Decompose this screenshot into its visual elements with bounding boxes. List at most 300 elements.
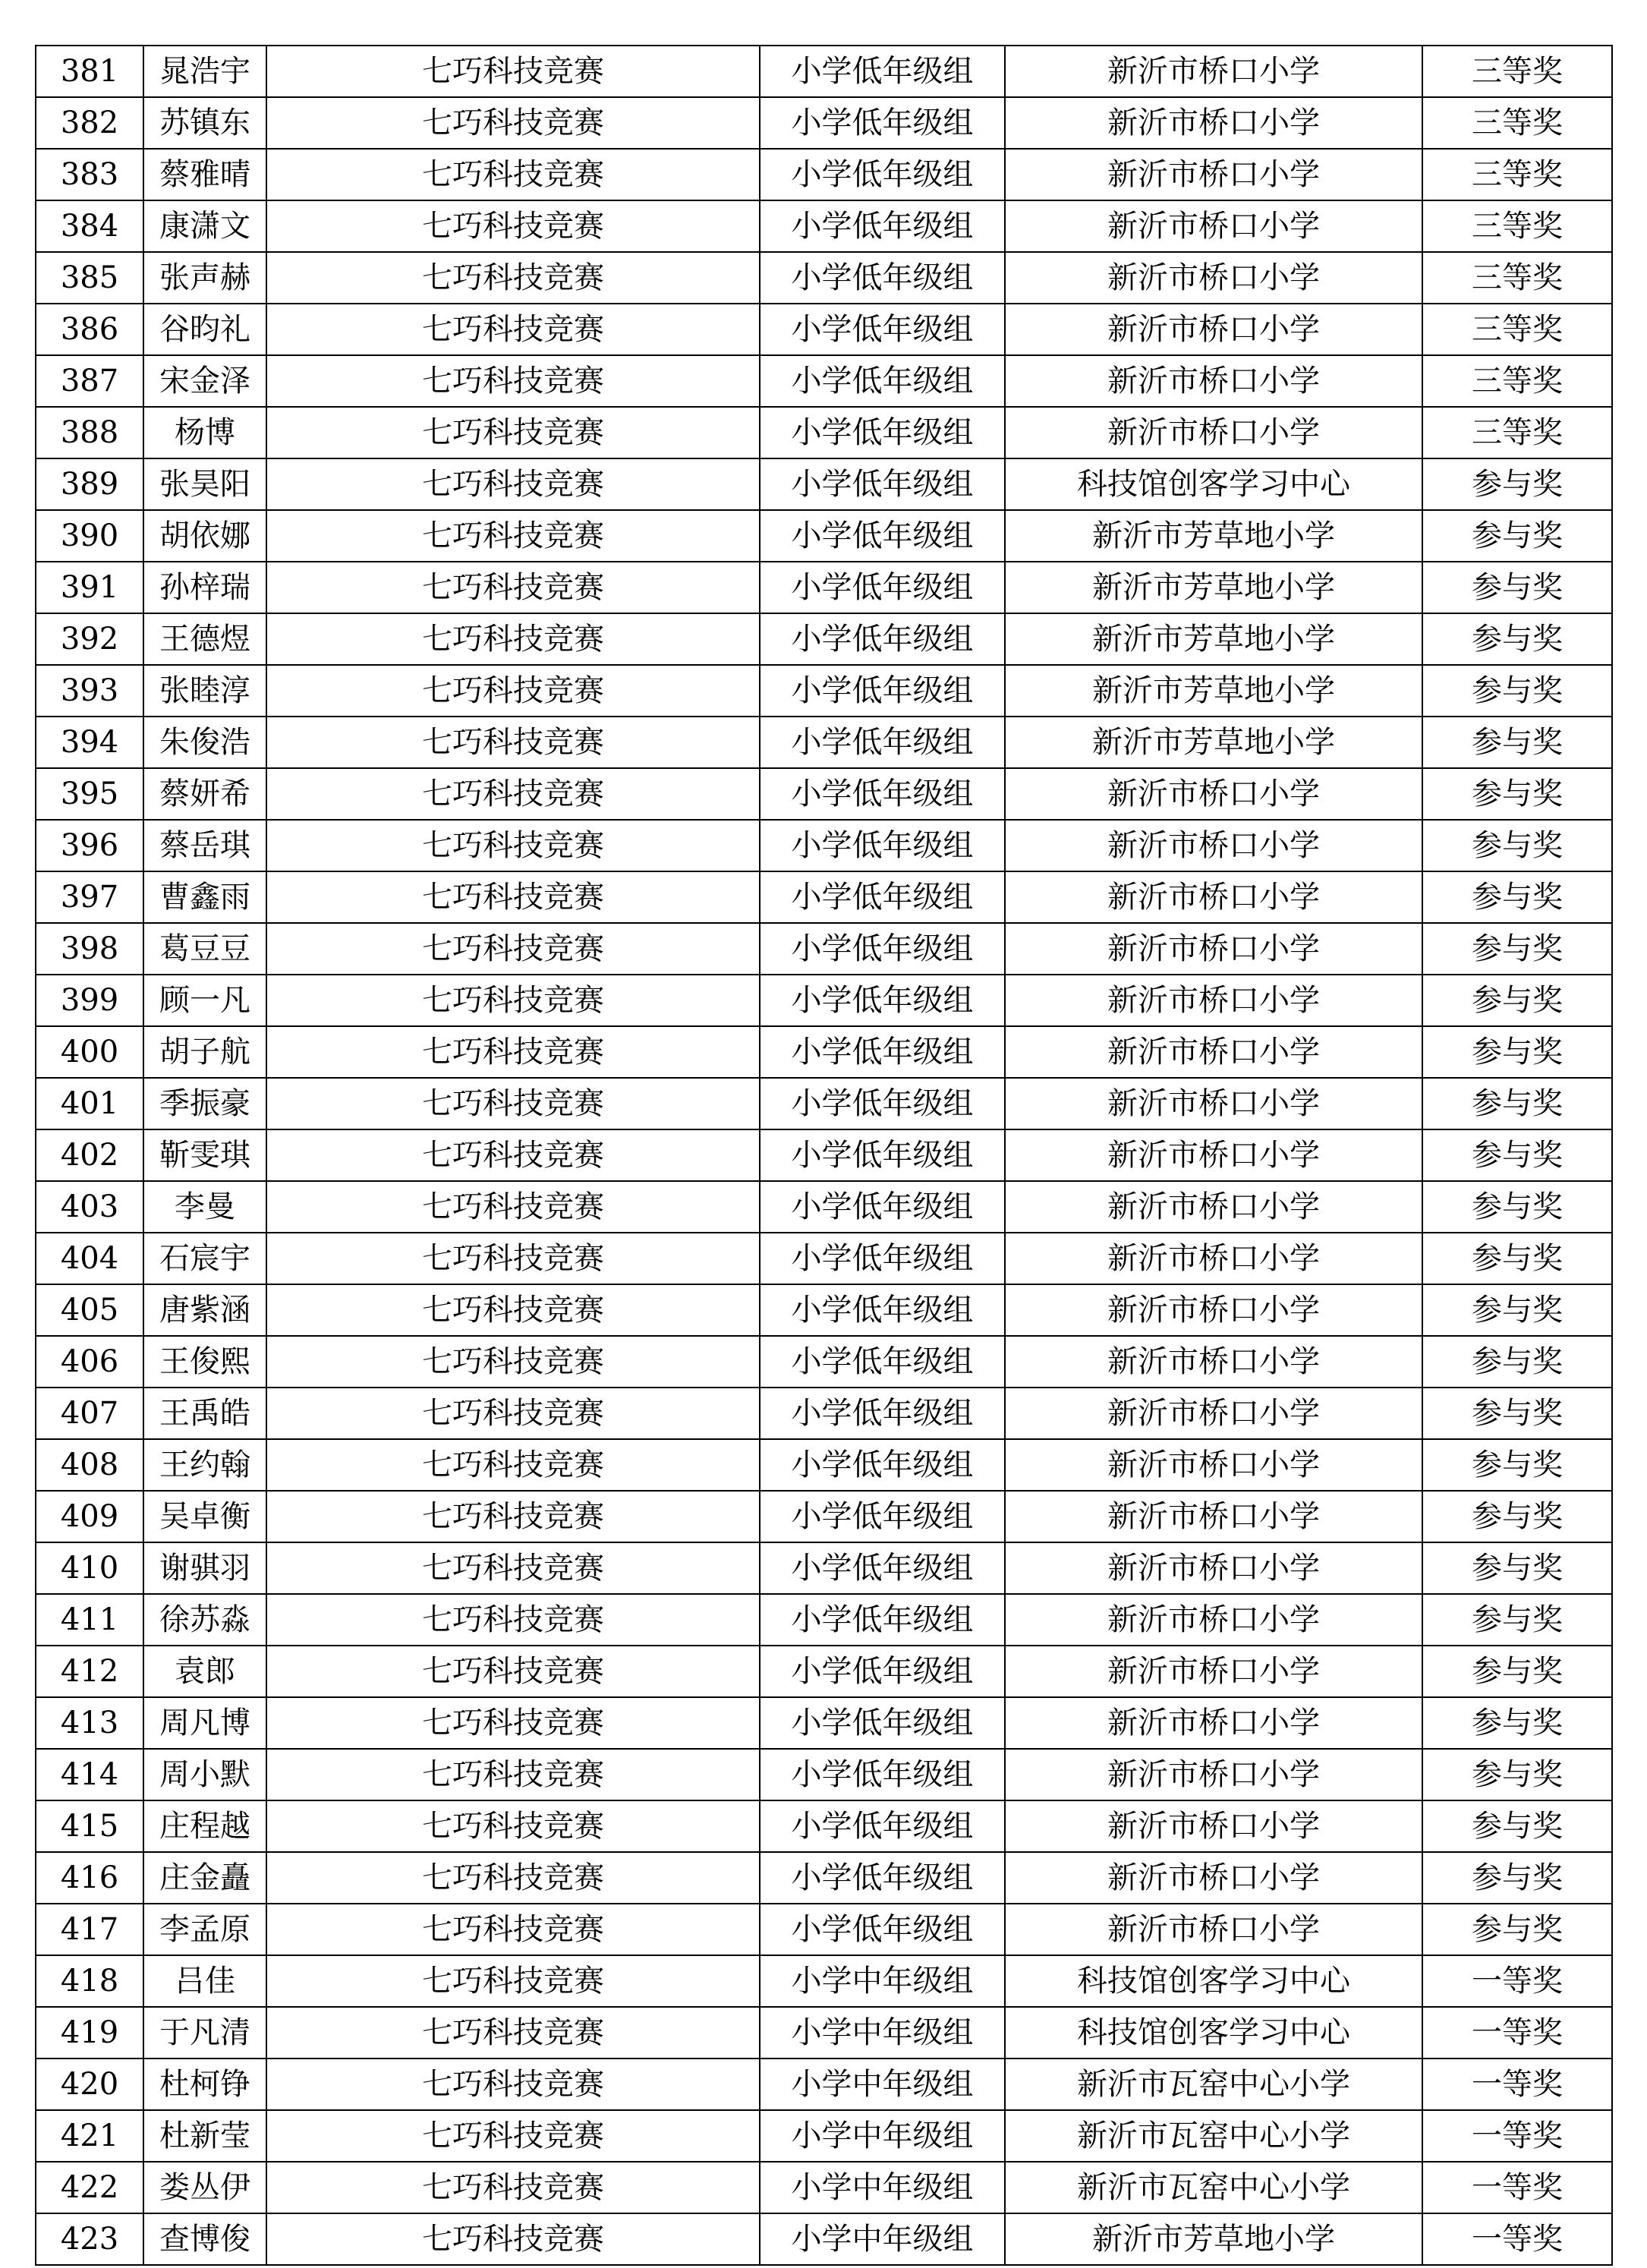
- award-cell: 参与奖: [1422, 1594, 1612, 1646]
- school-cell: 科技馆创客学习中心: [1005, 2007, 1422, 2059]
- table-row: [36, 1749, 1612, 1800]
- student-name-cell: 周凡博: [143, 1697, 266, 1749]
- student-name-cell: 周小默: [143, 1749, 266, 1800]
- award-cell: 三等奖: [1422, 149, 1612, 200]
- row-number-cell: 389: [36, 458, 143, 510]
- group-cell: 小学低年级组: [760, 1542, 1005, 1594]
- group-cell: 小学低年级组: [760, 1852, 1005, 1904]
- school-cell: 新沂市桥口小学: [1005, 1491, 1422, 1542]
- competition-cell: 七巧科技竞赛: [266, 149, 760, 200]
- row-number-cell: 385: [36, 252, 143, 304]
- table-row: [36, 871, 1612, 923]
- award-cell: 参与奖: [1422, 458, 1612, 510]
- award-cell: 参与奖: [1422, 1026, 1612, 1078]
- group-cell: 小学低年级组: [760, 871, 1005, 923]
- table-row: [36, 510, 1612, 562]
- competition-cell: 七巧科技竞赛: [266, 562, 760, 613]
- group-cell: 小学低年级组: [760, 1439, 1005, 1491]
- table-row: [36, 355, 1612, 407]
- student-name-cell: 娄丛伊: [143, 2162, 266, 2213]
- school-cell: 科技馆创客学习中心: [1005, 458, 1422, 510]
- group-cell: 小学低年级组: [760, 1078, 1005, 1129]
- student-name-cell: 杨博: [143, 407, 266, 458]
- competition-cell: 七巧科技竞赛: [266, 46, 760, 97]
- award-cell: 一等奖: [1422, 2007, 1612, 2059]
- student-name-cell: 葛豆豆: [143, 923, 266, 975]
- table-row: [36, 97, 1612, 149]
- award-cell: 三等奖: [1422, 200, 1612, 252]
- award-cell: 参与奖: [1422, 510, 1612, 562]
- table-row: [36, 252, 1612, 304]
- table-row: [36, 1078, 1612, 1129]
- award-cell: 一等奖: [1422, 1955, 1612, 2007]
- group-cell: 小学低年级组: [760, 97, 1005, 149]
- competition-cell: 七巧科技竞赛: [266, 1800, 760, 1852]
- table-row: [36, 1336, 1612, 1388]
- award-cell: 参与奖: [1422, 871, 1612, 923]
- award-cell: 三等奖: [1422, 407, 1612, 458]
- award-cell: 参与奖: [1422, 975, 1612, 1026]
- row-number-cell: 383: [36, 149, 143, 200]
- student-name-cell: 苏镇东: [143, 97, 266, 149]
- school-cell: 新沂市桥口小学: [1005, 975, 1422, 1026]
- row-number-cell: 398: [36, 923, 143, 975]
- student-name-cell: 王俊熙: [143, 1336, 266, 1388]
- student-name-cell: 胡子航: [143, 1026, 266, 1078]
- competition-cell: 七巧科技竞赛: [266, 200, 760, 252]
- school-cell: 新沂市桥口小学: [1005, 1594, 1422, 1646]
- school-cell: 新沂市桥口小学: [1005, 200, 1422, 252]
- student-name-cell: 王德煜: [143, 613, 266, 665]
- student-name-cell: 孙梓瑞: [143, 562, 266, 613]
- award-cell: 一等奖: [1422, 2162, 1612, 2213]
- award-cell: 三等奖: [1422, 97, 1612, 149]
- student-name-cell: 王约翰: [143, 1439, 266, 1491]
- award-cell: 参与奖: [1422, 717, 1612, 768]
- table-row: [36, 562, 1612, 613]
- award-cell: 参与奖: [1422, 1439, 1612, 1491]
- competition-cell: 七巧科技竞赛: [266, 1284, 760, 1336]
- row-number-cell: 396: [36, 820, 143, 871]
- student-name-cell: 庄金矗: [143, 1852, 266, 1904]
- group-cell: 小学低年级组: [760, 1388, 1005, 1439]
- school-cell: 新沂市芳草地小学: [1005, 613, 1422, 665]
- award-cell: 参与奖: [1422, 613, 1612, 665]
- table-row: [36, 1594, 1612, 1646]
- group-cell: 小学中年级组: [760, 2059, 1005, 2110]
- competition-cell: 七巧科技竞赛: [266, 1026, 760, 1078]
- competition-cell: 七巧科技竞赛: [266, 1388, 760, 1439]
- school-cell: 新沂市桥口小学: [1005, 1336, 1422, 1388]
- table-row: [36, 46, 1612, 97]
- group-cell: 小学低年级组: [760, 1594, 1005, 1646]
- school-cell: 新沂市桥口小学: [1005, 149, 1422, 200]
- group-cell: 小学低年级组: [760, 1800, 1005, 1852]
- award-cell: 三等奖: [1422, 252, 1612, 304]
- school-cell: 新沂市桥口小学: [1005, 304, 1422, 355]
- award-cell: 参与奖: [1422, 1129, 1612, 1181]
- competition-cell: 七巧科技竞赛: [266, 1955, 760, 2007]
- award-cell: 参与奖: [1422, 1336, 1612, 1388]
- row-number-cell: 408: [36, 1439, 143, 1491]
- school-cell: 新沂市桥口小学: [1005, 1181, 1422, 1233]
- student-name-cell: 吕佳: [143, 1955, 266, 2007]
- competition-cell: 七巧科技竞赛: [266, 1646, 760, 1697]
- award-cell: 参与奖: [1422, 1852, 1612, 1904]
- group-cell: 小学低年级组: [760, 923, 1005, 975]
- school-cell: 新沂市芳草地小学: [1005, 665, 1422, 717]
- group-cell: 小学低年级组: [760, 1233, 1005, 1284]
- school-cell: 科技馆创客学习中心: [1005, 1955, 1422, 2007]
- school-cell: 新沂市瓦窑中心小学: [1005, 2162, 1422, 2213]
- table-row: [36, 458, 1612, 510]
- school-cell: 新沂市桥口小学: [1005, 1026, 1422, 1078]
- group-cell: 小学低年级组: [760, 510, 1005, 562]
- group-cell: 小学低年级组: [760, 1181, 1005, 1233]
- student-name-cell: 于凡清: [143, 2007, 266, 2059]
- table-row: [36, 1233, 1612, 1284]
- school-cell: 新沂市桥口小学: [1005, 1233, 1422, 1284]
- student-name-cell: 靳雯琪: [143, 1129, 266, 1181]
- table-row: [36, 2059, 1612, 2110]
- school-cell: 新沂市桥口小学: [1005, 355, 1422, 407]
- group-cell: 小学低年级组: [760, 717, 1005, 768]
- student-name-cell: 庄程越: [143, 1800, 266, 1852]
- school-cell: 新沂市桥口小学: [1005, 1749, 1422, 1800]
- table-row: [36, 613, 1612, 665]
- competition-cell: 七巧科技竞赛: [266, 1852, 760, 1904]
- table-row: [36, 1181, 1612, 1233]
- award-cell: 参与奖: [1422, 1646, 1612, 1697]
- table-row: [36, 1955, 1612, 2007]
- group-cell: 小学低年级组: [760, 768, 1005, 820]
- row-number-cell: 392: [36, 613, 143, 665]
- competition-cell: 七巧科技竞赛: [266, 2110, 760, 2162]
- table-row: [36, 1026, 1612, 1078]
- student-name-cell: 曹鑫雨: [143, 871, 266, 923]
- competition-cell: 七巧科技竞赛: [266, 1336, 760, 1388]
- school-cell: 新沂市桥口小学: [1005, 1439, 1422, 1491]
- school-cell: 新沂市桥口小学: [1005, 1284, 1422, 1336]
- award-cell: 参与奖: [1422, 1388, 1612, 1439]
- award-cell: 一等奖: [1422, 2059, 1612, 2110]
- competition-cell: 七巧科技竞赛: [266, 1749, 760, 1800]
- award-list-body: [36, 46, 1612, 2265]
- award-cell: 参与奖: [1422, 665, 1612, 717]
- group-cell: 小学低年级组: [760, 149, 1005, 200]
- table-row: [36, 407, 1612, 458]
- award-cell: 一等奖: [1422, 2213, 1612, 2265]
- school-cell: 新沂市芳草地小学: [1005, 717, 1422, 768]
- award-cell: 三等奖: [1422, 355, 1612, 407]
- table-row: [36, 1491, 1612, 1542]
- table-row: [36, 200, 1612, 252]
- group-cell: 小学低年级组: [760, 46, 1005, 97]
- row-number-cell: 407: [36, 1388, 143, 1439]
- table-row: [36, 1646, 1612, 1697]
- school-cell: 新沂市桥口小学: [1005, 252, 1422, 304]
- school-cell: 新沂市芳草地小学: [1005, 2213, 1422, 2265]
- row-number-cell: 404: [36, 1233, 143, 1284]
- row-number-cell: 384: [36, 200, 143, 252]
- student-name-cell: 李曼: [143, 1181, 266, 1233]
- student-name-cell: 李孟原: [143, 1904, 266, 1955]
- award-cell: 参与奖: [1422, 923, 1612, 975]
- table-row: [36, 304, 1612, 355]
- row-number-cell: 422: [36, 2162, 143, 2213]
- row-number-cell: 409: [36, 1491, 143, 1542]
- student-name-cell: 蔡妍希: [143, 768, 266, 820]
- competition-cell: 七巧科技竞赛: [266, 304, 760, 355]
- competition-cell: 七巧科技竞赛: [266, 1439, 760, 1491]
- table-row: [36, 923, 1612, 975]
- row-number-cell: 418: [36, 1955, 143, 2007]
- table-row: [36, 768, 1612, 820]
- row-number-cell: 402: [36, 1129, 143, 1181]
- competition-cell: 七巧科技竞赛: [266, 1697, 760, 1749]
- group-cell: 小学低年级组: [760, 1129, 1005, 1181]
- student-name-cell: 吴卓衡: [143, 1491, 266, 1542]
- student-name-cell: 杜新莹: [143, 2110, 266, 2162]
- table-row: [36, 1129, 1612, 1181]
- group-cell: 小学中年级组: [760, 2213, 1005, 2265]
- competition-cell: 七巧科技竞赛: [266, 1594, 760, 1646]
- competition-cell: 七巧科技竞赛: [266, 2213, 760, 2265]
- table-row: [36, 1388, 1612, 1439]
- competition-cell: 七巧科技竞赛: [266, 871, 760, 923]
- award-cell: 一等奖: [1422, 2110, 1612, 2162]
- group-cell: 小学低年级组: [760, 458, 1005, 510]
- group-cell: 小学低年级组: [760, 252, 1005, 304]
- award-cell: 参与奖: [1422, 1749, 1612, 1800]
- competition-cell: 七巧科技竞赛: [266, 407, 760, 458]
- school-cell: 新沂市桥口小学: [1005, 1078, 1422, 1129]
- row-number-cell: 421: [36, 2110, 143, 2162]
- group-cell: 小学低年级组: [760, 562, 1005, 613]
- row-number-cell: 410: [36, 1542, 143, 1594]
- competition-cell: 七巧科技竞赛: [266, 975, 760, 1026]
- school-cell: 新沂市桥口小学: [1005, 46, 1422, 97]
- award-cell: 参与奖: [1422, 1284, 1612, 1336]
- competition-cell: 七巧科技竞赛: [266, 355, 760, 407]
- table-row: [36, 975, 1612, 1026]
- school-cell: 新沂市桥口小学: [1005, 1800, 1422, 1852]
- group-cell: 小学低年级组: [760, 355, 1005, 407]
- table-row: [36, 1904, 1612, 1955]
- award-cell: 参与奖: [1422, 562, 1612, 613]
- group-cell: 小学低年级组: [760, 304, 1005, 355]
- row-number-cell: 394: [36, 717, 143, 768]
- competition-cell: 七巧科技竞赛: [266, 1181, 760, 1233]
- row-number-cell: 419: [36, 2007, 143, 2059]
- row-number-cell: 391: [36, 562, 143, 613]
- table-row: [36, 1439, 1612, 1491]
- student-name-cell: 唐紫涵: [143, 1284, 266, 1336]
- competition-cell: 七巧科技竞赛: [266, 613, 760, 665]
- row-number-cell: 388: [36, 407, 143, 458]
- student-name-cell: 王禹皓: [143, 1388, 266, 1439]
- student-name-cell: 晁浩宇: [143, 46, 266, 97]
- competition-cell: 七巧科技竞赛: [266, 1129, 760, 1181]
- competition-cell: 七巧科技竞赛: [266, 97, 760, 149]
- row-number-cell: 395: [36, 768, 143, 820]
- group-cell: 小学低年级组: [760, 1491, 1005, 1542]
- group-cell: 小学低年级组: [760, 1904, 1005, 1955]
- table-row: [36, 665, 1612, 717]
- competition-cell: 七巧科技竞赛: [266, 717, 760, 768]
- school-cell: 新沂市桥口小学: [1005, 407, 1422, 458]
- student-name-cell: 张声赫: [143, 252, 266, 304]
- award-cell: 三等奖: [1422, 304, 1612, 355]
- school-cell: 新沂市桥口小学: [1005, 923, 1422, 975]
- row-number-cell: 390: [36, 510, 143, 562]
- row-number-cell: 399: [36, 975, 143, 1026]
- group-cell: 小学低年级组: [760, 1749, 1005, 1800]
- competition-cell: 七巧科技竞赛: [266, 2162, 760, 2213]
- award-cell: 参与奖: [1422, 1542, 1612, 1594]
- group-cell: 小学低年级组: [760, 820, 1005, 871]
- school-cell: 新沂市桥口小学: [1005, 1129, 1422, 1181]
- school-cell: 新沂市芳草地小学: [1005, 510, 1422, 562]
- school-cell: 新沂市桥口小学: [1005, 1904, 1422, 1955]
- table-row: [36, 1542, 1612, 1594]
- competition-cell: 七巧科技竞赛: [266, 510, 760, 562]
- student-name-cell: 季振豪: [143, 1078, 266, 1129]
- award-list-table: [35, 45, 1613, 2266]
- table-row: [36, 1697, 1612, 1749]
- school-cell: 新沂市桥口小学: [1005, 1697, 1422, 1749]
- competition-cell: 七巧科技竞赛: [266, 458, 760, 510]
- group-cell: 小学中年级组: [760, 2007, 1005, 2059]
- competition-cell: 七巧科技竞赛: [266, 2059, 760, 2110]
- group-cell: 小学中年级组: [760, 1955, 1005, 2007]
- group-cell: 小学中年级组: [760, 2162, 1005, 2213]
- student-name-cell: 石宸宇: [143, 1233, 266, 1284]
- row-number-cell: 403: [36, 1181, 143, 1233]
- competition-cell: 七巧科技竞赛: [266, 923, 760, 975]
- competition-cell: 七巧科技竞赛: [266, 820, 760, 871]
- group-cell: 小学低年级组: [760, 1026, 1005, 1078]
- award-cell: 参与奖: [1422, 1904, 1612, 1955]
- school-cell: 新沂市芳草地小学: [1005, 562, 1422, 613]
- competition-cell: 七巧科技竞赛: [266, 1542, 760, 1594]
- row-number-cell: 405: [36, 1284, 143, 1336]
- row-number-cell: 387: [36, 355, 143, 407]
- student-name-cell: 徐苏淼: [143, 1594, 266, 1646]
- competition-cell: 七巧科技竞赛: [266, 665, 760, 717]
- award-cell: 参与奖: [1422, 1800, 1612, 1852]
- row-number-cell: 416: [36, 1852, 143, 1904]
- student-name-cell: 顾一凡: [143, 975, 266, 1026]
- competition-cell: 七巧科技竞赛: [266, 252, 760, 304]
- competition-cell: 七巧科技竞赛: [266, 768, 760, 820]
- student-name-cell: 袁郎: [143, 1646, 266, 1697]
- award-cell: 参与奖: [1422, 1181, 1612, 1233]
- group-cell: 小学低年级组: [760, 975, 1005, 1026]
- school-cell: 新沂市桥口小学: [1005, 1388, 1422, 1439]
- group-cell: 小学低年级组: [760, 665, 1005, 717]
- row-number-cell: 406: [36, 1336, 143, 1388]
- row-number-cell: 401: [36, 1078, 143, 1129]
- table-row: [36, 2110, 1612, 2162]
- school-cell: 新沂市桥口小学: [1005, 1542, 1422, 1594]
- school-cell: 新沂市桥口小学: [1005, 97, 1422, 149]
- competition-cell: 七巧科技竞赛: [266, 2007, 760, 2059]
- award-cell: 参与奖: [1422, 820, 1612, 871]
- school-cell: 新沂市桥口小学: [1005, 1646, 1422, 1697]
- group-cell: 小学低年级组: [760, 1646, 1005, 1697]
- group-cell: 小学低年级组: [760, 1697, 1005, 1749]
- group-cell: 小学低年级组: [760, 200, 1005, 252]
- table-row: [36, 149, 1612, 200]
- student-name-cell: 查博俊: [143, 2213, 266, 2265]
- row-number-cell: 397: [36, 871, 143, 923]
- row-number-cell: 382: [36, 97, 143, 149]
- table-row: [36, 1800, 1612, 1852]
- group-cell: 小学低年级组: [760, 613, 1005, 665]
- school-cell: 新沂市瓦窑中心小学: [1005, 2059, 1422, 2110]
- table-row: [36, 717, 1612, 768]
- student-name-cell: 蔡岳琪: [143, 820, 266, 871]
- table-row: [36, 2162, 1612, 2213]
- row-number-cell: 423: [36, 2213, 143, 2265]
- student-name-cell: 宋金泽: [143, 355, 266, 407]
- student-name-cell: 胡依娜: [143, 510, 266, 562]
- row-number-cell: 393: [36, 665, 143, 717]
- group-cell: 小学低年级组: [760, 407, 1005, 458]
- award-cell: 参与奖: [1422, 768, 1612, 820]
- row-number-cell: 413: [36, 1697, 143, 1749]
- school-cell: 新沂市桥口小学: [1005, 871, 1422, 923]
- award-cell: 参与奖: [1422, 1697, 1612, 1749]
- student-name-cell: 张昊阳: [143, 458, 266, 510]
- row-number-cell: 417: [36, 1904, 143, 1955]
- row-number-cell: 420: [36, 2059, 143, 2110]
- table-row: [36, 2213, 1612, 2265]
- student-name-cell: 杜柯铮: [143, 2059, 266, 2110]
- student-name-cell: 朱俊浩: [143, 717, 266, 768]
- group-cell: 小学低年级组: [760, 1284, 1005, 1336]
- row-number-cell: 415: [36, 1800, 143, 1852]
- student-name-cell: 蔡雅晴: [143, 149, 266, 200]
- table-row: [36, 1852, 1612, 1904]
- group-cell: 小学低年级组: [760, 1336, 1005, 1388]
- competition-cell: 七巧科技竞赛: [266, 1078, 760, 1129]
- group-cell: 小学中年级组: [760, 2110, 1005, 2162]
- row-number-cell: 412: [36, 1646, 143, 1697]
- student-name-cell: 康潇文: [143, 200, 266, 252]
- student-name-cell: 谢骐羽: [143, 1542, 266, 1594]
- table-row: [36, 2007, 1612, 2059]
- school-cell: 新沂市桥口小学: [1005, 768, 1422, 820]
- row-number-cell: 381: [36, 46, 143, 97]
- student-name-cell: 谷昀礼: [143, 304, 266, 355]
- school-cell: 新沂市桥口小学: [1005, 820, 1422, 871]
- competition-cell: 七巧科技竞赛: [266, 1233, 760, 1284]
- award-cell: 参与奖: [1422, 1491, 1612, 1542]
- row-number-cell: 411: [36, 1594, 143, 1646]
- award-cell: 参与奖: [1422, 1233, 1612, 1284]
- award-cell: 三等奖: [1422, 46, 1612, 97]
- competition-cell: 七巧科技竞赛: [266, 1904, 760, 1955]
- school-cell: 新沂市瓦窑中心小学: [1005, 2110, 1422, 2162]
- student-name-cell: 张睦淳: [143, 665, 266, 717]
- table-row: [36, 1284, 1612, 1336]
- school-cell: 新沂市桥口小学: [1005, 1852, 1422, 1904]
- row-number-cell: 386: [36, 304, 143, 355]
- award-cell: 参与奖: [1422, 1078, 1612, 1129]
- competition-cell: 七巧科技竞赛: [266, 1491, 760, 1542]
